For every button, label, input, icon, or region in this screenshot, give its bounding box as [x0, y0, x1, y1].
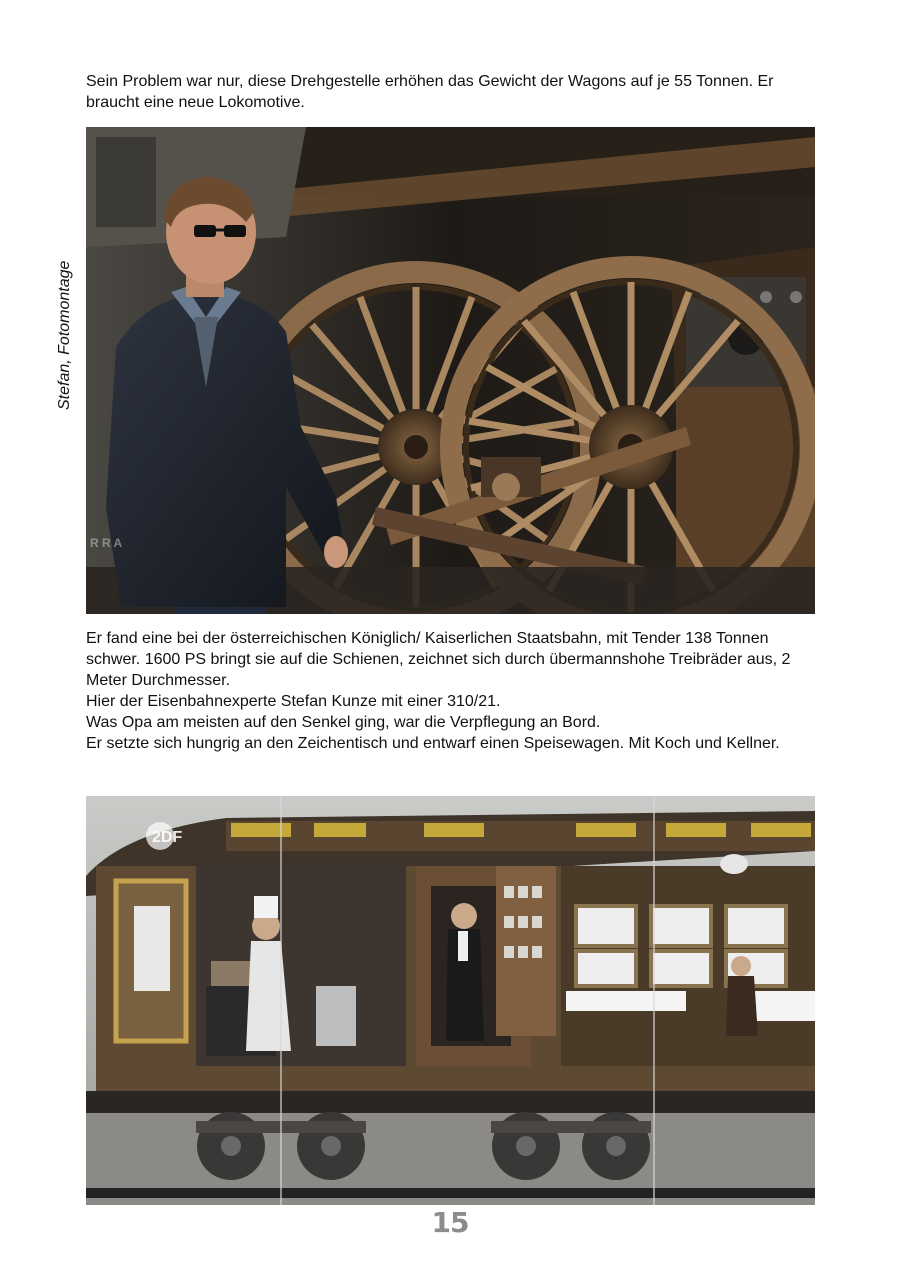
body-paragraph — [86, 628, 816, 754]
tv-watermark: R R A — [90, 536, 123, 550]
photo-credit-caption: Stefan, Fotomontage — [56, 260, 73, 410]
body-line-3: Was Opa am meisten auf den Senkel ging, war die Verpflegung an Bord. — [86, 714, 601, 731]
dining-car-drawing — [86, 796, 815, 1205]
broadcaster-logo: 2DF — [152, 829, 183, 846]
locomotive-illustration — [86, 127, 815, 614]
page-number: 15 — [431, 1206, 469, 1239]
locomotive-photo — [86, 127, 815, 614]
intro-text: Sein Problem war nur, diese Drehgestelle erhöhen das Gewicht der Wagons auf je 55 Tonnen. Er braucht eine neue Lokomotive. — [86, 73, 774, 111]
body-line-1: Er fand eine bei der österreichischen Königlich/ Kaiserlichen Staatsbahn, mit Tender 138 Tonnen schwer. 1600 PS bringt sie auf die Schienen, zeichnet sich durch übermannshohe Treibräder aus, 2 Meter Durchmesser. — [86, 630, 791, 689]
dining-car-illustration — [86, 796, 815, 1205]
body-line-2: Hier der Eisenbahnexperte Stefan Kunze mit einer 310/21. — [86, 693, 501, 710]
intro-paragraph — [86, 71, 816, 113]
body-line-4: Er setzte sich hungrig an den Zeichentisch und entwarf einen Speisewagen. Mit Koch und Kellner. — [86, 735, 780, 752]
